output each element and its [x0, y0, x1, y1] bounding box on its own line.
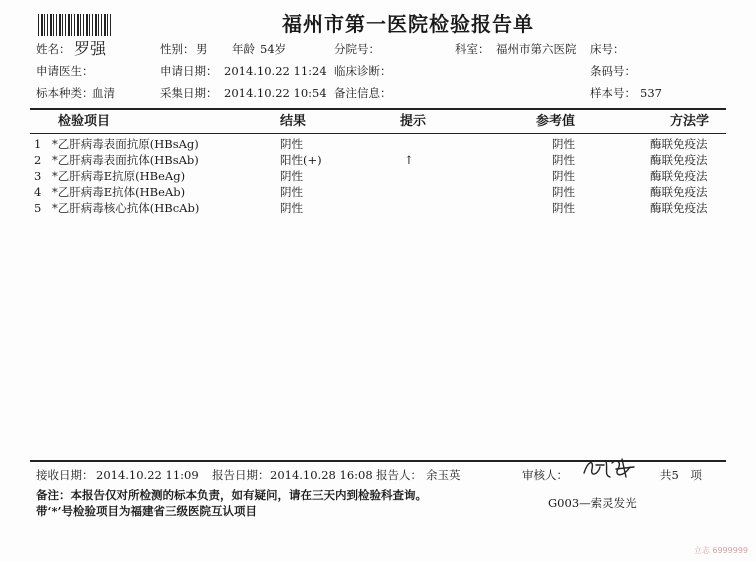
col-header-item: 检验项目	[58, 114, 111, 129]
row-number: 5	[34, 201, 42, 215]
instrument-code: G003—索灵发光	[548, 496, 637, 510]
specimen-label: 标本种类：	[36, 86, 94, 100]
col-header-result: 结果	[280, 114, 307, 129]
report-date-value: 2014.10.28 16:08	[270, 468, 373, 482]
mutual-recognition-note: 带‘*’号检验项目为福建省三级医院互认项目	[36, 504, 258, 518]
row-item: *乙肝病毒表面抗原(HBsAg)	[52, 137, 199, 151]
age-value: 54岁	[260, 42, 287, 56]
gender-label: 性别：	[160, 42, 195, 56]
dept-label: 科室：	[455, 42, 490, 56]
report-title: 福州市第一医院检验报告单	[282, 12, 534, 36]
row-reference: 阴性	[552, 185, 575, 199]
row-number: 3	[34, 169, 42, 183]
row-method: 酶联免疫法	[650, 153, 708, 167]
row-method: 酶联免疫法	[650, 201, 708, 215]
receive-date-label: 接收日期：	[36, 468, 94, 482]
header-bottom-rule	[30, 133, 726, 134]
barcode-no-label: 条码号：	[590, 64, 636, 78]
patient-name: 罗强	[74, 39, 107, 58]
sample-no-label: 样本号：	[590, 86, 636, 100]
row-result: 阴性	[280, 201, 303, 215]
col-header-hint: 提示	[400, 114, 427, 129]
name-label: 姓名：	[36, 42, 71, 56]
row-result: 阴性	[280, 137, 303, 151]
remarks-label: 备注信息：	[334, 86, 392, 100]
collect-date-value: 2014.10.22 10:54	[224, 86, 327, 100]
row-result: 阴性	[280, 169, 303, 183]
apply-date-label: 申请日期：	[160, 64, 218, 78]
footer-note: 备注：本报告仅对所检测的标本负责，如有疑问，请在三天内到检验科查询。	[36, 488, 427, 502]
reviewer-signature	[578, 455, 638, 483]
row-method: 酶联免疫法	[650, 137, 708, 151]
row-method: 酶联免疫法	[650, 185, 708, 199]
row-item: *乙肝病毒E抗原(HBeAg)	[52, 169, 186, 183]
row-result: 阳性(+)	[280, 153, 322, 167]
row-reference: 阴性	[552, 201, 575, 215]
sample-no-value: 537	[640, 86, 662, 100]
specimen-value: 血清	[92, 86, 115, 100]
row-number: 1	[34, 137, 42, 151]
dept-value: 福州市第六医院	[496, 42, 577, 56]
row-reference: 阴性	[552, 169, 575, 183]
row-reference: 阴性	[552, 137, 575, 151]
row-item: *乙肝病毒表面抗体(HBsAb)	[52, 153, 199, 167]
item-count: 共5 项	[660, 468, 702, 482]
branch-label: 分院号：	[334, 42, 380, 56]
reviewer-label: 审核人：	[522, 468, 568, 482]
watermark: 立志 6999999	[693, 546, 748, 555]
reporter-name: 余玉英	[426, 468, 461, 482]
gender-value: 男	[196, 42, 208, 56]
col-header-reference: 参考值	[536, 114, 576, 129]
diagnosis-label: 临床诊断：	[334, 64, 392, 78]
receive-date-value: 2014.10.22 11:09	[96, 468, 199, 482]
collect-date-label: 采集日期：	[160, 86, 218, 100]
doctor-label: 申请医生：	[36, 64, 94, 78]
row-item: *乙肝病毒E抗体(HBeAb)	[52, 185, 186, 199]
header-top-rule	[30, 108, 726, 110]
apply-date-value: 2014.10.22 11:24	[224, 64, 327, 78]
row-number: 2	[34, 153, 42, 167]
bed-label: 床号：	[590, 42, 625, 56]
row-method: 酶联免疫法	[650, 169, 708, 183]
reporter-label: 报告人：	[376, 468, 422, 482]
report-date-label: 报告日期：	[212, 468, 270, 482]
row-number: 4	[34, 185, 42, 199]
age-label: 年龄	[232, 42, 255, 56]
row-result: 阴性	[280, 185, 303, 199]
row-hint-up-arrow: ↑	[404, 153, 414, 167]
row-reference: 阴性	[552, 153, 575, 167]
col-header-method: 方法学	[670, 114, 710, 129]
row-item: *乙肝病毒核心抗体(HBcAb)	[52, 201, 200, 215]
